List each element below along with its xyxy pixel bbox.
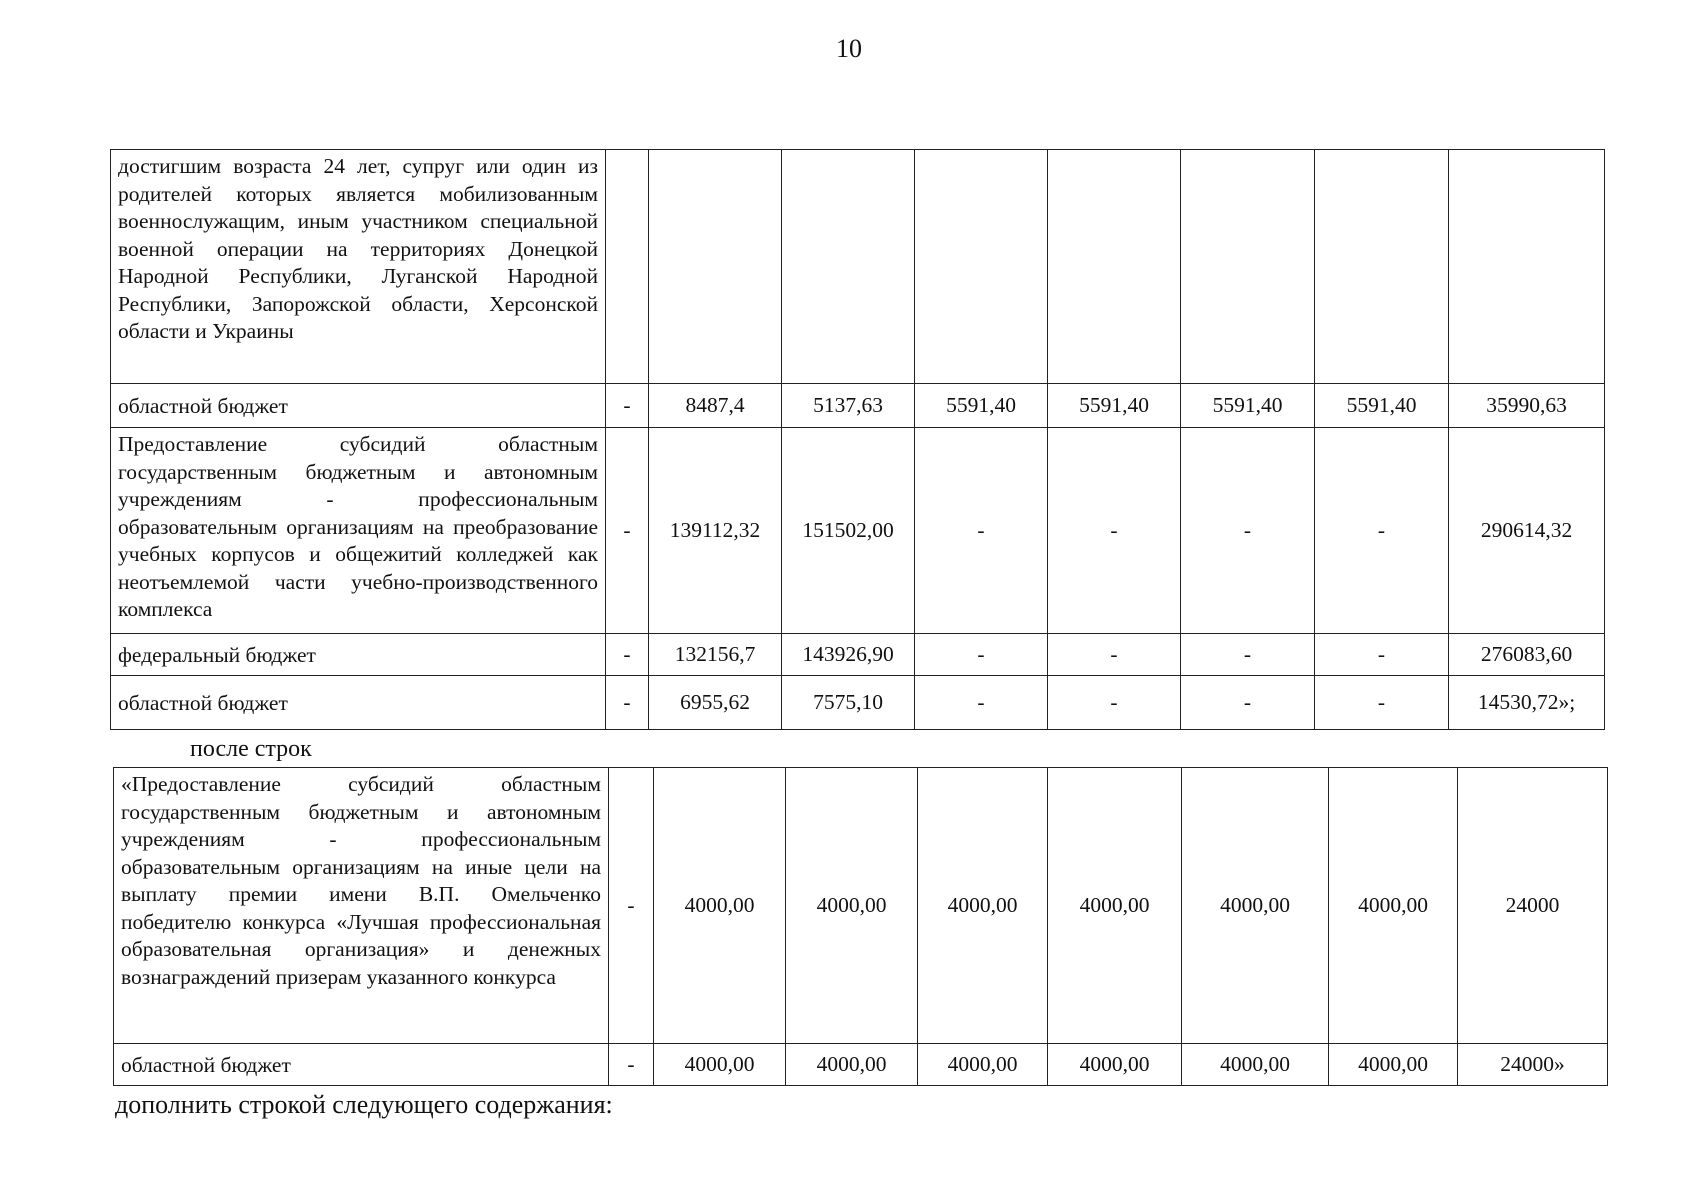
closing-text: дополнить строкой следующего содержания: — [115, 1090, 613, 1119]
table-cell — [606, 150, 649, 384]
table-row — [111, 428, 1605, 634]
table-cell: - — [1048, 634, 1181, 676]
table-cell: 7575,10 — [782, 676, 915, 730]
row-description: Предоставление субсидий областным государственным бюджетным и автономным учреждениям - профессиональным образовательным организациям на преобразование учебных корпусов и общежитий колледжей как неотъемлемой части учебно-производственного комплекса — [111, 428, 606, 634]
table-cell: 24000» — [1458, 1044, 1608, 1086]
table-cell: 143926,90 — [782, 634, 915, 676]
table-row — [111, 150, 1605, 384]
table-cell: - — [1181, 634, 1315, 676]
table-cell: 6955,62 — [649, 676, 782, 730]
table-cell: 151502,00 — [782, 428, 915, 634]
table-cell: - — [1181, 428, 1315, 634]
table-cell: 5591,40 — [1181, 384, 1315, 428]
table-cell — [782, 150, 915, 384]
row-description: достигшим возраста 24 лет, супруг или один из родителей которых является мобилизованным военнослужащим, иным участником специальной военной операции на территориях Донецкой Народной Республики, Луганской Народной Республики, Запорожской области, Херсонской области и Украины — [111, 150, 606, 384]
table-row — [114, 768, 1608, 1044]
table-cell: - — [1315, 676, 1449, 730]
table-cell: - — [609, 768, 654, 1044]
table-cell: 5137,63 — [782, 384, 915, 428]
table-cell: - — [1048, 676, 1181, 730]
table-row — [111, 634, 1605, 676]
table-cell: 8487,4 — [649, 384, 782, 428]
table-cell: - — [915, 634, 1048, 676]
table-cell: - — [1048, 428, 1181, 634]
table-cell: - — [1315, 634, 1449, 676]
table-cell: 5591,40 — [1315, 384, 1449, 428]
table-cell: 4000,00 — [654, 768, 786, 1044]
table-cell: 4000,00 — [786, 768, 918, 1044]
table-cell: - — [606, 384, 649, 428]
row-description: «Предоставление субсидий областным государственным бюджетным и автономным учреждениям - профессиональным образовательным организациям на иные цели на выплату премии имени В.П. Омельченко победителю конкурса «Лучшая профессиональная образовательная организация» и денежных вознаграждений призерам указанного конкурса — [114, 768, 609, 1044]
row-description: областной бюджет — [111, 676, 606, 730]
table-cell: 276083,60 — [1449, 634, 1605, 676]
table-cell: 5591,40 — [915, 384, 1048, 428]
row-description: федеральный бюджет — [111, 634, 606, 676]
budget-table-amended — [110, 149, 1605, 730]
table-cell: 4000,00 — [1329, 1044, 1458, 1086]
table-cell: 4000,00 — [786, 1044, 918, 1086]
table-cell: - — [1315, 428, 1449, 634]
table-cell: 4000,00 — [654, 1044, 786, 1086]
table-cell: 24000 — [1458, 768, 1608, 1044]
table-row — [111, 384, 1605, 428]
budget-table-anchor-rows — [113, 767, 1608, 1086]
between-text: после строк — [190, 736, 312, 762]
table-cell — [915, 150, 1048, 384]
table-cell: - — [609, 1044, 654, 1086]
table-cell — [1449, 150, 1605, 384]
table-cell — [1315, 150, 1449, 384]
table-cell: 4000,00 — [1048, 1044, 1182, 1086]
row-description: областной бюджет — [111, 384, 606, 428]
table-cell: 35990,63 — [1449, 384, 1605, 428]
table-cell: 132156,7 — [649, 634, 782, 676]
table-cell: 4000,00 — [1329, 768, 1458, 1044]
table-cell: 14530,72»; — [1449, 676, 1605, 730]
table-cell: 5591,40 — [1048, 384, 1181, 428]
table-cell — [649, 150, 782, 384]
row-description: областной бюджет — [114, 1044, 609, 1086]
table-cell: 4000,00 — [1182, 1044, 1329, 1086]
table-row — [111, 676, 1605, 730]
table-cell — [1181, 150, 1315, 384]
table-cell: 4000,00 — [918, 1044, 1048, 1086]
table-cell — [1048, 150, 1181, 384]
table-cell: 139112,32 — [649, 428, 782, 634]
table-cell: - — [1181, 676, 1315, 730]
table-cell: 290614,32 — [1449, 428, 1605, 634]
table-row — [114, 1044, 1608, 1086]
table-cell: 4000,00 — [1048, 768, 1182, 1044]
page-number: 10 — [836, 34, 862, 63]
table-cell: 4000,00 — [918, 768, 1048, 1044]
table-cell: - — [606, 634, 649, 676]
table-cell: - — [606, 428, 649, 634]
table-cell: - — [915, 428, 1048, 634]
table-cell: - — [606, 676, 649, 730]
table-cell: - — [915, 676, 1048, 730]
table-cell: 4000,00 — [1182, 768, 1329, 1044]
